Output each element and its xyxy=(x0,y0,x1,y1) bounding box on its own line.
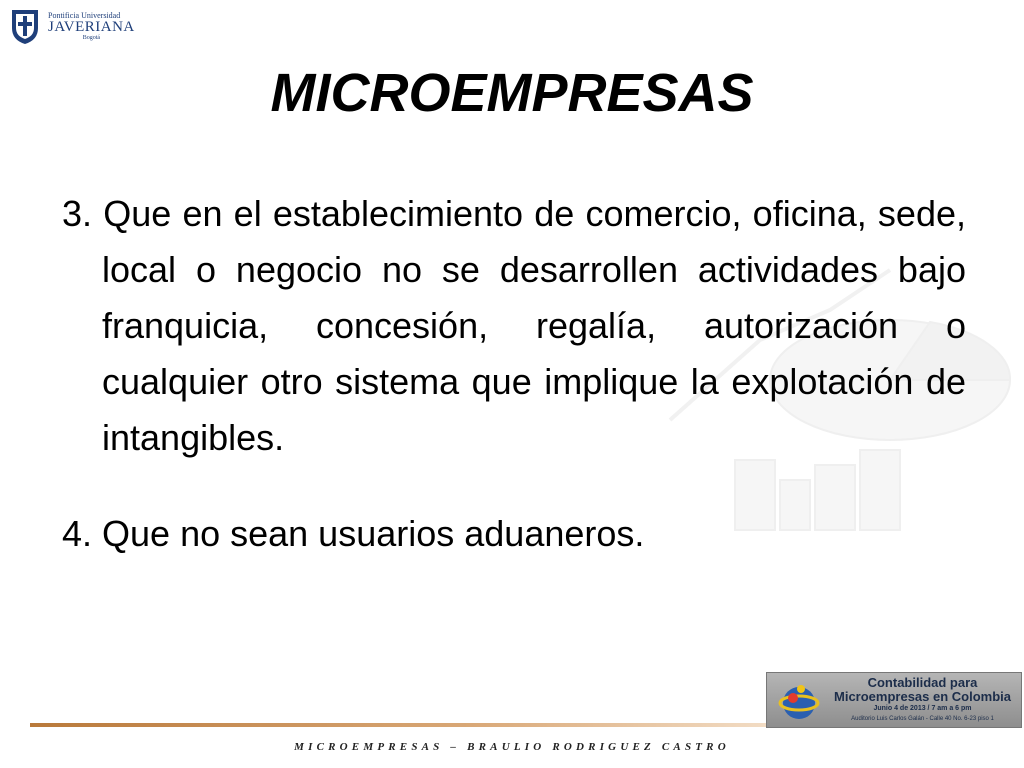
banner-title xyxy=(825,676,1020,704)
banner-venue: Auditorio Luis Carlos Galán - Calle 40 No. 6-23 piso 1 xyxy=(851,716,994,722)
slide-title: MICROEMPRESAS xyxy=(270,63,754,123)
banner-title-line-2: Microempresas en Colombia xyxy=(834,689,1011,704)
slide-body xyxy=(62,186,966,562)
crest-icon xyxy=(8,6,42,46)
footer-text: MICROEMPRESAS – BRAULIO RODRIGUEZ CASTRO xyxy=(294,741,730,753)
footer-divider xyxy=(30,723,766,727)
banner-title-line-1: Contabilidad para xyxy=(867,675,978,690)
list-item: 3. Que en el establecimiento de comercio, oficina, sede, local o negocio no se desarrollen actividades bajo franquicia, concesión, regalía, autorización o cualquier otro sistema que implique la explotación de intangibles. xyxy=(62,193,966,458)
event-banner xyxy=(766,672,1022,728)
banner-date: Junio 4 de 2013 / 7 am a 6 pm xyxy=(873,705,972,712)
globe-icon xyxy=(777,679,821,723)
logo-line-2: JAVERIANA xyxy=(48,18,135,35)
list-item: 4. Que no sean usuarios aduaneros. xyxy=(62,513,645,554)
logo-line-3: Bogotá xyxy=(82,34,101,41)
university-logo xyxy=(8,6,135,46)
logo-line-1: Pontificia Universidad xyxy=(48,10,121,20)
